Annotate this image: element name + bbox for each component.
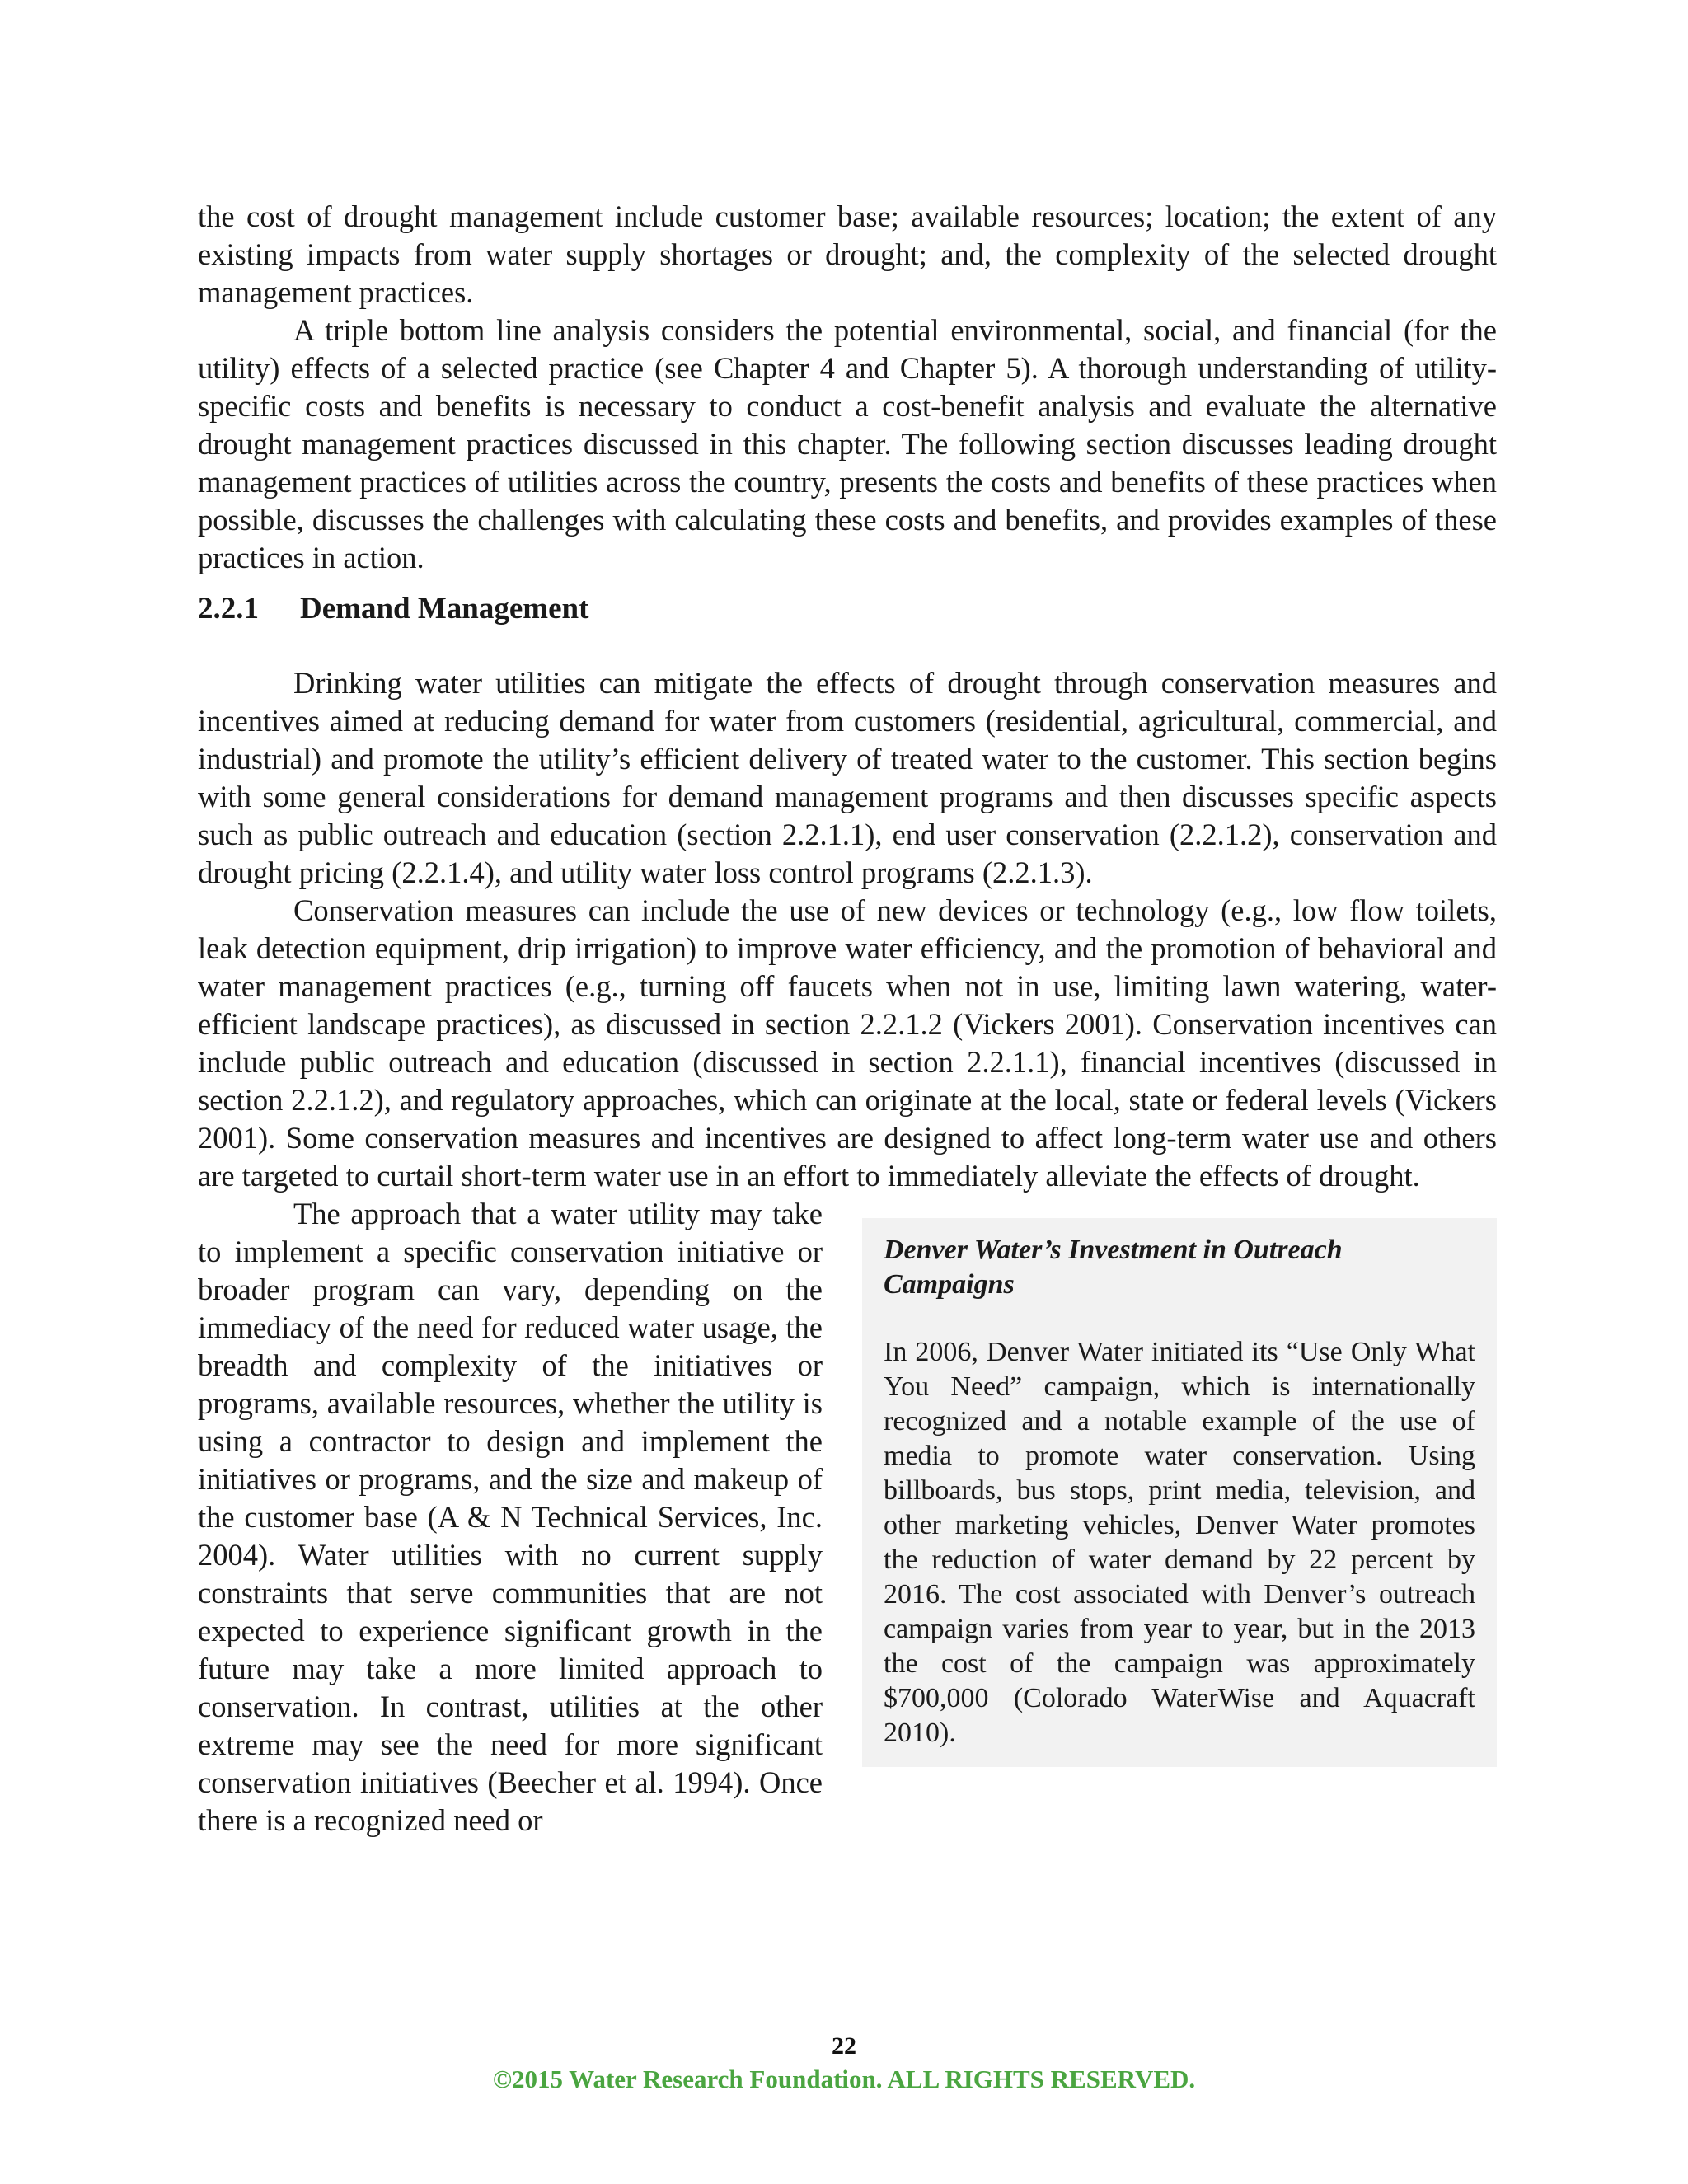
sidebar-body: In 2006, Denver Water initiated its “Use Only What You Need” campaign, which is internationally recognized and a notable example of the use of media to promote water conservation. Using billboards, bus stops, print media, television, and other marketing vehicles, Denver Water promotes the reduction of water demand by 22 percent by 2016. The cost associated with Denver’s outreach campaign varies from year to year, but in the 2013 the cost of the campaign was approximately $700,000 (Colorado WaterWise and Aquacraft 2010).: [884, 1337, 1475, 1748]
paragraph-utility-approach: The approach that a water utility may take to implement a specific conservation initiative or broader program can vary, depending on the immediacy of the need for reduced water usage, the breadth and complexity of the initiatives or programs, available resources, whether the utility is using a contractor to design and implement the initiatives or programs, and the size and makeup of the customer base (A & N Technical Services, Inc. 2004). Water utilities with no current supply constraints that serve communities that are not expected to experience significant growth in the future may take a more limited approach to conservation. In contrast, utilities at the other extreme may see the need for more significant conservation initiatives (Beecher et al. 1994). Once there is a recognized need or: [198, 1197, 823, 1837]
document-page: [198, 198, 1497, 1840]
paragraph-demand-intro: Drinking water utilities can mitigate the effects of drought through conservation measures and incentives aimed at reducing demand for water from customers (residential, agricultural, commercial, and industrial) and promote the utility’s efficient delivery of treated water to the customer. This section begins with some general considerations for demand management programs and then discusses specific aspects such as public outreach and education (section 2.2.1.1), end user conservation (2.2.1.2), conservation and drought pricing (2.2.1.4), and utility water loss control programs (2.2.1.3).: [198, 666, 1497, 889]
sidebar-title: Denver Water’s Investment in Outreach Campaigns: [884, 1235, 1343, 1300]
section-heading: [198, 590, 1497, 628]
case-study-sidebar: [862, 1218, 1497, 1767]
paragraph-conservation-measures: Conservation measures can include the use of new devices or technology (e.g., low flow toilets, leak detection equipment, drip irrigation) to improve water efficiency, and the promotion of behavioral and water management practices (e.g., turning off faucets when not in use, limiting lawn watering, water-efficient landscape practices), as discussed in section 2.2.1.2 (Vickers 2001). Conservation incentives can include public outreach and education (discussed in section 2.2.1.1), financial incentives (discussed in section 2.2.1.2), and regulatory approaches, which can originate at the local, state or federal levels (Vickers 2001). Some conservation measures and incentives are designed to affect long-term water use and others are targeted to curtail short-term water use in an effort to immediately alleviate the effects of drought.: [198, 893, 1497, 1193]
copyright-notice: ©2015 Water Research Foundation. ALL RIGHTS RESERVED.: [492, 2064, 1196, 2093]
page-number: 22: [832, 2032, 856, 2060]
section-number: 2.2.1: [198, 592, 259, 626]
paragraph-cost-factors: the cost of drought management include customer base; available resources; location; the extent of any existing impacts from water supply shortages or drought; and, the complexity of the selected drought management practices.: [198, 199, 1497, 309]
section-title: Demand Management: [300, 592, 589, 626]
paragraph-triple-bottom-line: A triple bottom line analysis considers the potential environmental, social, and financial (for the utility) effects of a selected practice (see Chapter 4 and Chapter 5). A thorough understanding of utility-specific costs and benefits is necessary to conduct a cost-benefit analysis and evaluate the alternative drought management practices discussed in this chapter. The following section discusses leading drought management practices of utilities across the country, presents the costs and benefits of these practices when possible, discusses the challenges with calculating these costs and benefits, and provides examples of these practices in action.: [198, 313, 1497, 574]
